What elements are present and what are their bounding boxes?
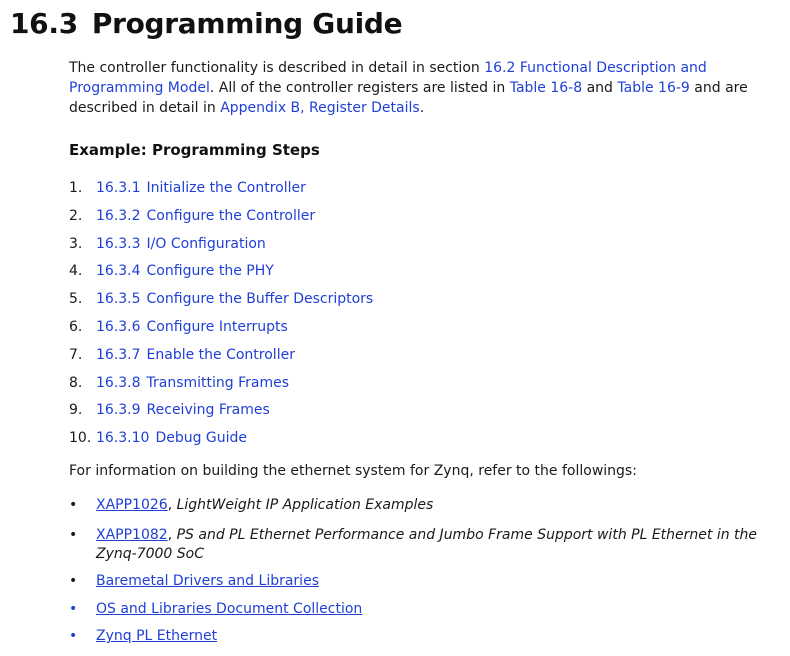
step-item <box>69 344 373 372</box>
step-item <box>69 233 373 261</box>
step-link[interactable] <box>96 236 266 252</box>
step-section: 16.3.9 <box>96 402 141 419</box>
step-link[interactable] <box>96 347 295 363</box>
step-number: 2. <box>69 207 83 224</box>
step-number: 4. <box>69 263 83 280</box>
step-link[interactable] <box>96 402 270 418</box>
intro-text: and are described in detail in <box>69 80 748 116</box>
reference-separator: , <box>167 497 177 513</box>
bullet-icon: • <box>69 601 78 617</box>
step-number: 10. <box>69 430 92 447</box>
step-number: 8. <box>69 374 83 391</box>
intro-text: The controller functionality is described in detail in section <box>69 60 485 76</box>
example-heading: Example: Programming Steps <box>69 141 320 159</box>
step-item <box>69 260 373 288</box>
step-item <box>69 399 373 427</box>
bullet-icon: • <box>69 628 78 644</box>
programming-steps-list <box>69 177 373 455</box>
step-number: 6. <box>69 318 83 335</box>
bullet-icon: • <box>69 573 78 589</box>
reference-description: LightWeight IP Application Examples <box>176 497 434 513</box>
intro-paragraph <box>69 58 779 118</box>
step-link[interactable] <box>96 430 247 446</box>
reference-link[interactable]: XAPP1026 <box>96 497 168 513</box>
step-section: 16.3.1 <box>96 180 141 196</box>
reference-link[interactable]: Baremetal Drivers and Libraries <box>96 573 319 589</box>
step-link[interactable] <box>96 208 315 224</box>
reference-separator: , <box>167 527 177 543</box>
step-section: 16.3.4 <box>96 263 141 280</box>
step-label: Configure Interrupts <box>146 318 288 335</box>
step-link[interactable] <box>96 375 289 391</box>
step-label: Configure the Controller <box>146 207 316 224</box>
step-label: Debug Guide <box>155 430 248 447</box>
intro-text: . <box>419 100 425 116</box>
step-label: Enable the Controller <box>146 346 295 363</box>
step-item <box>69 205 373 233</box>
step-number: 7. <box>69 346 83 363</box>
step-section: 16.3.3 <box>96 235 141 252</box>
step-item <box>69 316 373 344</box>
step-number: 5. <box>69 291 83 308</box>
step-label: I/O Configuration <box>146 235 266 252</box>
step-number: 1. <box>69 180 83 196</box>
reference-item <box>69 572 790 591</box>
reference-link[interactable]: XAPP1082 <box>96 527 168 543</box>
bullet-icon: • <box>69 527 78 543</box>
step-link[interactable] <box>96 319 288 335</box>
step-section: 16.3.10 <box>96 430 150 447</box>
step-number: 3. <box>69 235 83 252</box>
table-16-8-link[interactable]: Table 16-8 <box>509 80 583 96</box>
step-item <box>69 372 373 400</box>
step-item <box>69 288 373 316</box>
info-paragraph: For information on building the ethernet system for Zynq, refer to the followings: <box>69 463 637 479</box>
reference-item <box>69 496 790 515</box>
reference-link[interactable]: Zynq PL Ethernet <box>96 628 218 644</box>
step-label: Configure the PHY <box>146 263 274 280</box>
intro-text: and <box>582 80 618 96</box>
step-label: Initialize the Controller <box>146 180 306 196</box>
section-heading <box>10 4 402 44</box>
step-section: 16.3.2 <box>96 207 141 224</box>
reference-item <box>69 600 790 619</box>
step-label: Receiving Frames <box>146 402 270 419</box>
functional-description-link[interactable]: 16.2 Functional Description and Programming Model <box>69 60 707 96</box>
step-link[interactable] <box>96 263 274 279</box>
step-section: 16.3.6 <box>96 318 141 335</box>
step-link[interactable] <box>96 180 306 196</box>
intro-text: . All of the controller registers are listed in <box>209 80 510 96</box>
step-section: 16.3.7 <box>96 346 141 363</box>
section-number: 16.3 <box>10 7 78 40</box>
reference-item <box>69 526 790 564</box>
appendix-b-link[interactable]: Appendix B, Register Details <box>220 100 420 116</box>
step-label: Configure the Buffer Descriptors <box>146 291 374 308</box>
step-number: 9. <box>69 402 83 419</box>
step-item <box>69 177 373 205</box>
step-label: Transmitting Frames <box>146 374 290 391</box>
bullet-icon: • <box>69 497 78 513</box>
step-item <box>69 427 373 455</box>
step-link[interactable] <box>96 291 373 307</box>
step-section: 16.3.5 <box>96 291 141 308</box>
reference-link[interactable]: OS and Libraries Document Collection <box>96 601 363 617</box>
step-section: 16.3.8 <box>96 374 141 391</box>
section-title: Programming Guide <box>91 7 403 40</box>
reference-item <box>69 627 790 646</box>
reference-description: PS and PL Ethernet Performance and Jumbo Frame Support with PL Ethernet in the Zynq-7000 SoC <box>96 527 758 562</box>
table-16-9-link[interactable]: Table 16-9 <box>617 80 690 96</box>
